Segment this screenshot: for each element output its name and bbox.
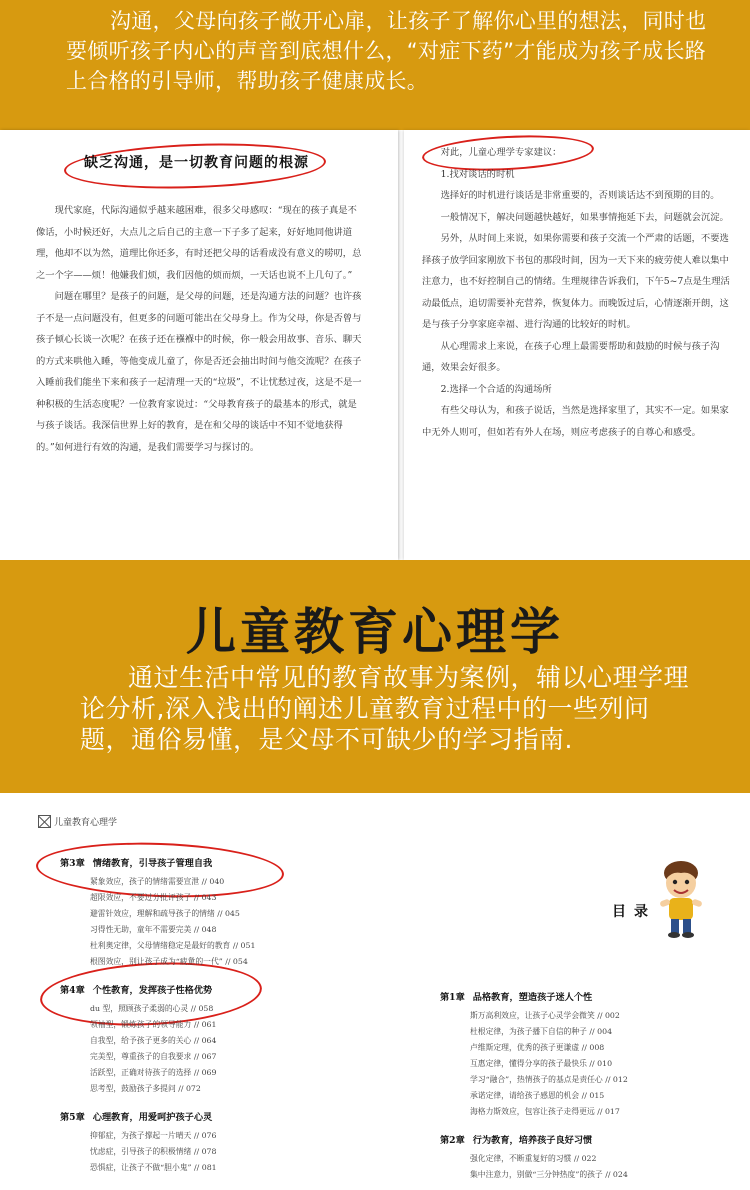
paragraph: 选择好的时机进行谈话是非常重要的，否则谈话达不到预期的目的。 — [440, 190, 720, 201]
toc-column-right — [440, 989, 740, 1190]
chapter-heading — [60, 1109, 360, 1123]
chapter-title: 个性教育，发挥孩子性格优势 — [92, 985, 213, 996]
toc-entry: 强化定律，不断重复好的习惯 // 022 — [470, 1154, 597, 1163]
toc-entry: 斯万高利效应，让孩子心灵学会微笑 // 002 — [470, 1011, 620, 1020]
chapter-title: 情绪教育，引导孩子管理自我 — [92, 858, 213, 869]
toc-chapter — [60, 1109, 360, 1176]
toc-entry: 抑郁症，为孩子撑起一片晴天 // 076 — [90, 1131, 217, 1140]
book-description: 通过生活中常见的教育故事为案例，辅以心理学理论分析,深入浅出的阐述儿童教育过程中的一些列问题，通俗易懂，是父母不可缺少的学习指南. — [80, 663, 690, 754]
chapter-heading — [60, 855, 360, 869]
toc-entry: 避雷针效应，理解和疏导孩子的情绪 // 045 — [90, 909, 240, 918]
toc-label: 目录 — [612, 904, 656, 920]
chapter-items — [60, 1001, 360, 1097]
toc-entry: 活跃型，正确对待孩子的选择 // 069 — [90, 1068, 217, 1077]
book-title-banner — [0, 560, 750, 793]
toc-entry: 超限效应，不要过分批评孩子 // 043 — [90, 893, 217, 902]
toc-running-header — [38, 815, 117, 828]
paragraph: 一般情况下，解决问题越快越好，如果事情拖延下去，问题就会沉淀。 — [440, 211, 729, 223]
chapter-number: 第3章 — [60, 858, 85, 869]
paragraph: 从心理需求上来说，在孩子心理上最需要帮助和鼓励的时候与孩子沟通，效果会好很多。 — [422, 340, 720, 373]
paragraph: 有些父母认为，和孩子说话，当然是选择家里了，其实不一定。如果家中无外人则可，但如若有外人在场，则应考虑孩子的自尊心和感受。 — [422, 405, 729, 438]
paragraph: 现代家庭，代际沟通似乎越来越困难，很多父母感叹：“现在的孩子真是不像话，小时候还好，大点儿之后自己的主意一下子多了起来，好好地同他讲道理，他却不以为然，道理比你还多，有时还把父母的话看成没有意义的唠叨，总之一个字——烦！他嫌我们烦，我们因他的烦而烦，一天话也说不上几句了。” — [36, 205, 362, 281]
toc-chapter — [60, 982, 360, 1097]
toc-chapter — [440, 989, 740, 1120]
toc-entry: 承诺定律，请给孩子感恩的机会 // 015 — [470, 1091, 605, 1100]
chapter-number: 第4章 — [60, 985, 85, 996]
chapter-number: 第1章 — [440, 992, 465, 1003]
toc-entry: 卢维斯定理，优秀的孩子更谦虚 // 008 — [470, 1043, 605, 1052]
toc-entry: 忧虑症，引导孩子的积极情绪 // 078 — [90, 1147, 217, 1156]
toc-entry: 杜利奥定律，父母情绪稳定是最好的教育 // 051 — [90, 941, 256, 950]
toc-entry: 学习“融合”，热情孩子的基点是责任心 // 012 — [470, 1075, 628, 1084]
toc-chapter — [440, 1132, 740, 1183]
chapter-items — [60, 1128, 360, 1176]
right-page-body — [422, 142, 736, 443]
book-page-left — [0, 130, 398, 560]
chapter-items — [440, 1151, 740, 1183]
table-of-contents-page — [0, 793, 750, 1190]
chapter-heading — [440, 1132, 740, 1146]
paragraph: 问题在哪里？是孩子的问题，是父母的问题，还是沟通方法的问题？也许孩子不是一点问题没有，但更多的问题可能出在父母身上。作为父母，你是否曾与孩子倾心长谈一次呢？在孩子还在襁褓中的时候，你一般会用故事、音乐、聊天的方式来哄他入睡，等他变成儿童了，你是否还会抽出时间与他交流呢？在孩子入睡前我们能坐下来和孩子一起清理一天的“垃圾”，不让忧愁过夜，这是不是一种积极的生活态度呢？一位教育家说过：“父母教育孩子的最基本的形式，就是与孩子谈话。我深信世界上好的教育，是在和父母的谈话中不知不觉地获得的。”如何进行有效的沟通，是我们需要学习与探讨的。 — [36, 291, 362, 453]
toc-entry: du 型，照顾孩子柔弱的心灵 // 058 — [90, 1004, 214, 1013]
intro-banner — [0, 0, 750, 130]
book-logo-icon — [38, 815, 51, 828]
book-title: 儿童教育心理学 — [186, 603, 564, 661]
paragraph: 另外，从时间上来说，如果你需要和孩子交流一个严肃的话题，不要选择孩子放学回家刚放下书包的那段时间，因为一天下来的疲劳使人难以集中注意力，也不好控制自己的情绪。生理规律告诉我们，下午5~7点是生理活动最低点，追切需要补充营养，恢复体力。而晚饭过后，心情逐渐开朗，这是与孩子分享家庭幸福、进行沟通的比较好的时机。 — [422, 233, 730, 330]
chapter-items — [440, 1008, 740, 1120]
chapter-number: 第2章 — [440, 1135, 465, 1146]
toc-entry: 恐惧症，让孩子不做“胆小鬼” // 081 — [90, 1163, 217, 1172]
chapter-title: 心理教育，用爱呵护孩子心灵 — [92, 1112, 213, 1123]
toc-entry: 习得性无助，童年不需要完美 // 048 — [90, 925, 217, 934]
cartoon-boy-icon — [652, 859, 710, 941]
toc-header-title: 儿童教育心理学 — [54, 818, 118, 828]
toc-chapter — [60, 855, 360, 970]
toc-entry: 根图效应，别让孩子成为“疲惫的一代” // 054 — [90, 957, 248, 966]
paragraph: 2.选择一个合适的沟通场所 — [440, 383, 552, 395]
chapter-heading — [440, 989, 740, 1003]
book-page-right — [404, 130, 750, 560]
toc-entry: 集中注意力，别做“三分钟热度”的孩子 // 024 — [470, 1170, 628, 1179]
toc-entry: 领袖型，锻炼孩子的领导能力 // 061 — [90, 1020, 217, 1029]
toc-entry: 完美型，尊重孩子的自我要求 // 067 — [90, 1052, 217, 1061]
toc-entry: 互惠定律，懂得分享的孩子最快乐 // 010 — [470, 1059, 613, 1068]
toc-entry: 杜根定律，为孩子播下自信的种子 // 004 — [470, 1027, 613, 1036]
chapter-title: 行为教育，培养孩子良好习惯 — [472, 1135, 593, 1146]
chapter-heading — [60, 982, 360, 996]
intro-text: 沟通，父母向孩子敞开心扉，让孩子了解你心里的想法，同时也要倾听孩子内心的声音到底想什么，“对症下药”才能成为孩子成长路上合格的引导师，帮助孩子健康成长。 — [66, 9, 707, 93]
toc-entry: 思考型，鼓励孩子多提问 // 072 — [90, 1084, 201, 1093]
paragraph: 1.找对谈话的时机 — [440, 168, 515, 180]
chapter-items — [60, 874, 360, 970]
toc-entry: 紧象效应，孩子的情绪需要宣泄 // 040 — [90, 877, 225, 886]
toc-entry: 海格力斯效应，包容让孩子走得更远 // 017 — [470, 1107, 620, 1116]
paragraph: 对此，儿童心理学专家建议： — [440, 147, 562, 158]
toc-entry: 自我型，给予孩子更多的关心 // 064 — [90, 1036, 217, 1045]
left-page-body — [36, 200, 366, 458]
toc-column-left — [60, 855, 360, 1188]
chapter-title: 品格教育，塑造孩子迷人个性 — [472, 992, 593, 1003]
article-title: 缺乏沟通，是一切教育问题的根源 — [84, 155, 309, 171]
chapter-number: 第5章 — [60, 1112, 85, 1123]
